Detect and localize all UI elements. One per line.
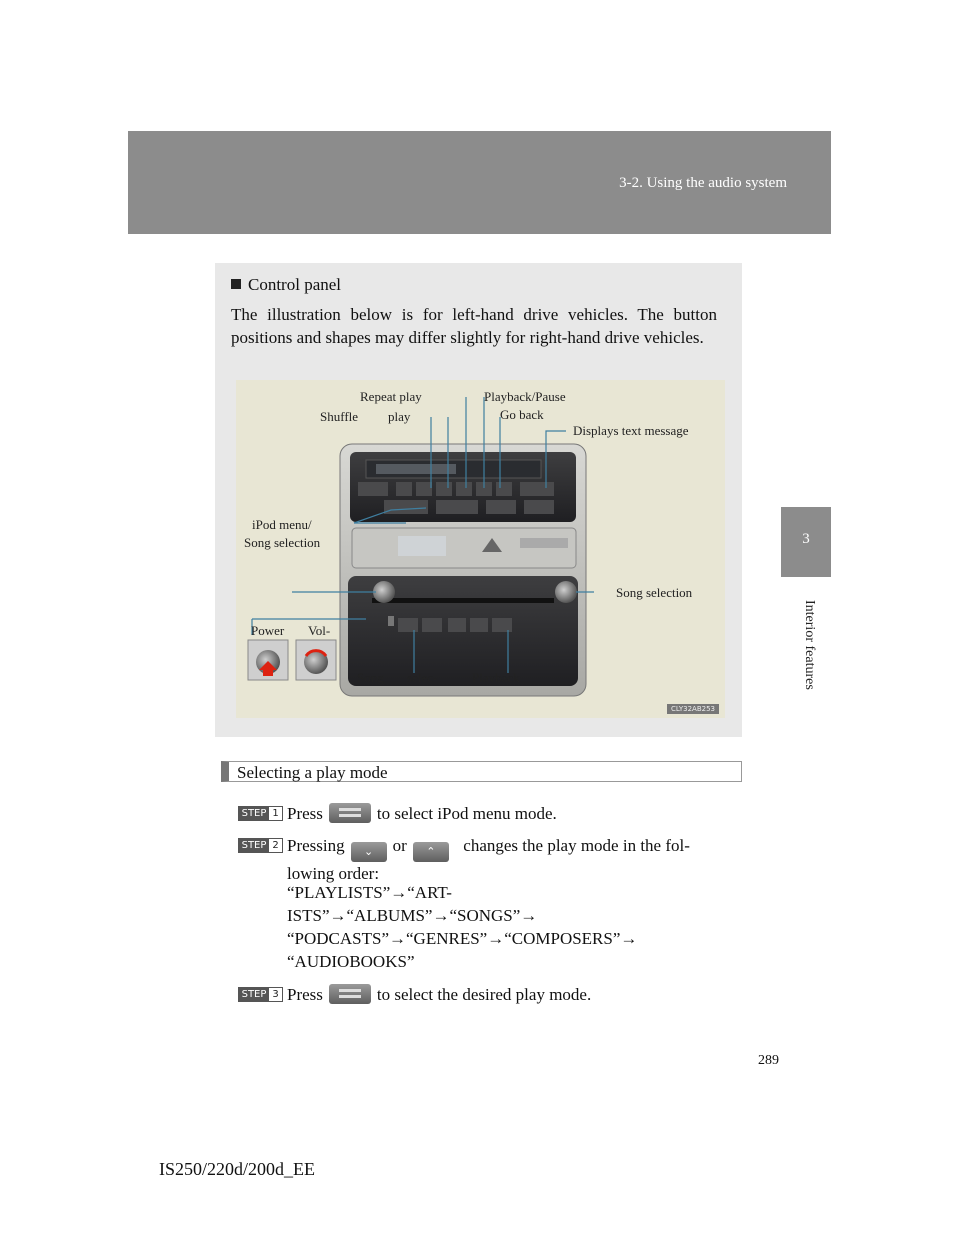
step-1-text: Press to select iPod menu mode.	[287, 804, 557, 823]
chapter-number: 3	[802, 531, 810, 547]
section-heading: Selecting a play mode	[237, 763, 388, 782]
down-key-icon: ⌄	[351, 842, 387, 862]
play-mode-order: “PLAYLISTS”→“ART- ISTS”→“ALBUMS”→“SONGS”→ “PODCASTS”→“GENRES”→“COMPOSERS”→ “AUDIOBOOKS”	[287, 883, 638, 971]
label-power: Power	[251, 623, 285, 638]
control-panel-illustration	[236, 380, 725, 718]
label-go-back: Go back	[500, 407, 544, 422]
step-3-badge: STEP 3	[238, 987, 283, 1002]
label-playback: Playback	[472, 670, 520, 685]
label-shuffle: Shuffle	[320, 409, 359, 424]
chapter-label: Interior features	[802, 600, 817, 690]
section-header	[128, 131, 831, 234]
page-number: 289	[758, 1053, 779, 1068]
chapter-tab	[781, 507, 831, 577]
label-song: Song	[357, 670, 384, 685]
step-2-text: Pressing ⌄ or ⌃ changes the play mode in the fol- lowing order:	[287, 836, 690, 883]
control-panel-box	[215, 263, 742, 737]
label-ipod-menu: iPod menu/	[252, 517, 312, 532]
square-bullet-icon	[231, 279, 241, 289]
label-ipod-song-selection: Song selection	[244, 535, 321, 550]
panel-heading: Control panel	[231, 275, 341, 295]
menu-enter-key-icon	[329, 803, 371, 823]
label-repeat-play: Repeat play	[360, 389, 422, 404]
section-title: 3-2. Using the audio system	[619, 175, 787, 191]
label-song-selection-right: Song selection	[616, 585, 693, 600]
step-1-badge: STEP 1	[238, 806, 283, 821]
model-code: IS250/220d/200d_EE	[159, 1159, 315, 1179]
label-play: play	[388, 409, 411, 424]
step-3-text: Press to select the desired play mode.	[287, 985, 592, 1004]
section-heading-bar	[221, 761, 742, 782]
up-key-icon: ⌃	[413, 842, 449, 862]
label-displays-text-message: Displays text message	[573, 423, 689, 438]
image-code: CLY32AB253	[667, 704, 719, 714]
label-vol: Vol-	[308, 623, 331, 638]
panel-paragraph: The illustration below is for left-hand drive vehicles. The button positions and shapes may differ slightly for right-hand drive vehicles.	[231, 305, 717, 347]
step-2-badge: STEP 2	[238, 838, 283, 853]
label-playback-pause: Playback/Pause	[484, 389, 566, 404]
menu-enter-key-icon	[329, 984, 371, 1004]
label-selec: selec-	[407, 670, 438, 685]
